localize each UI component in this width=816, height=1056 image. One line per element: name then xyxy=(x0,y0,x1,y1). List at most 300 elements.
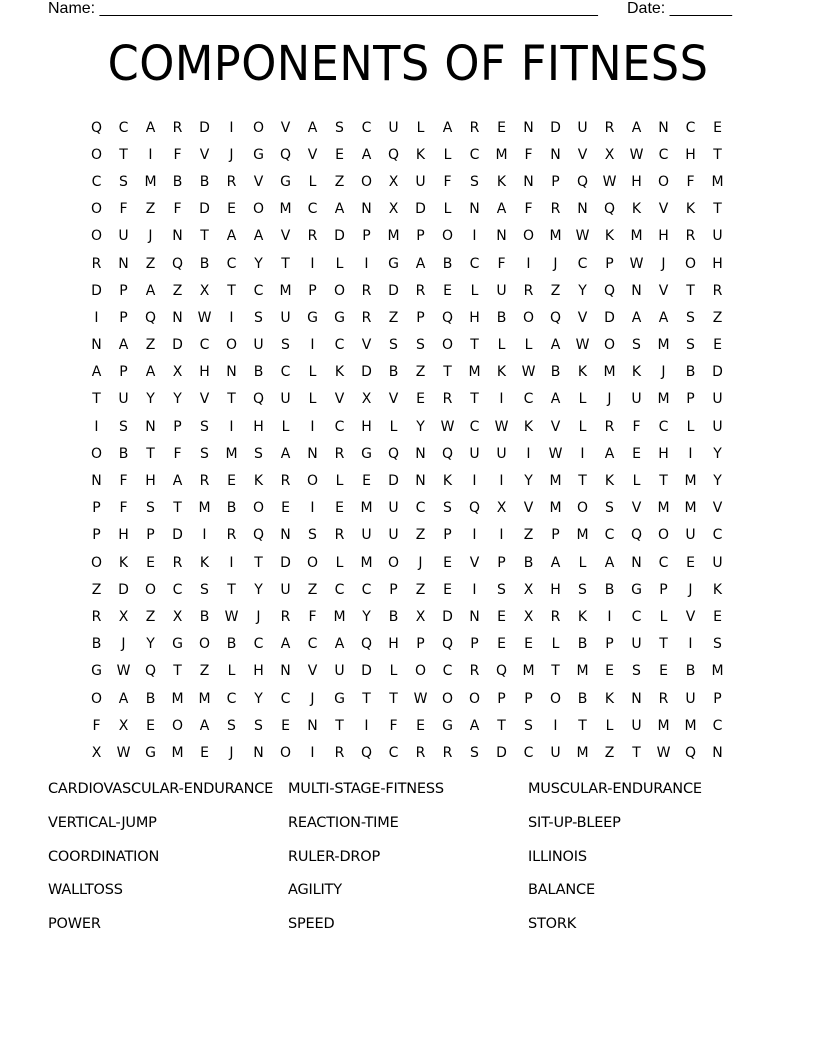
grid-letter[interactable]: A xyxy=(172,473,183,490)
grid-letter[interactable]: S xyxy=(605,500,614,517)
grid-letter[interactable]: T xyxy=(227,391,236,408)
grid-letter[interactable]: T xyxy=(470,337,479,354)
grid-letter[interactable]: T xyxy=(497,717,506,734)
grid-letter[interactable]: K xyxy=(523,418,534,435)
grid-letter[interactable]: I xyxy=(499,473,504,490)
grid-letter[interactable]: K xyxy=(631,201,642,218)
grid-letter[interactable]: J xyxy=(688,581,693,598)
grid-letter[interactable]: M xyxy=(549,473,562,490)
grid-letter[interactable]: I xyxy=(364,255,369,272)
grid-letter[interactable]: J xyxy=(661,255,666,272)
grid-letter[interactable]: D xyxy=(550,119,561,136)
grid-letter[interactable]: T xyxy=(173,663,182,680)
grid-letter[interactable]: L xyxy=(335,255,344,272)
grid-letter[interactable]: B xyxy=(442,255,453,272)
grid-letter[interactable]: U xyxy=(685,527,696,544)
grid-letter[interactable]: R xyxy=(604,418,615,435)
grid-letter[interactable]: S xyxy=(686,309,695,326)
grid-letter[interactable]: Z xyxy=(172,282,183,299)
grid-letter[interactable]: T xyxy=(173,500,182,517)
grid-letter[interactable]: E xyxy=(686,554,695,571)
grid-letter[interactable]: E xyxy=(497,119,506,136)
grid-letter[interactable]: K xyxy=(577,364,588,381)
grid-letter[interactable]: V xyxy=(631,500,642,517)
grid-letter[interactable]: X xyxy=(388,201,399,218)
grid-letter[interactable]: R xyxy=(361,309,372,326)
grid-letter[interactable]: X xyxy=(199,282,210,299)
grid-letter[interactable]: B xyxy=(199,173,210,190)
grid-letter[interactable]: U xyxy=(631,717,642,734)
grid-letter[interactable]: V xyxy=(199,146,210,163)
grid-letter[interactable]: S xyxy=(443,500,452,517)
grid-letter[interactable]: C xyxy=(577,255,588,272)
grid-letter[interactable]: U xyxy=(712,554,723,571)
grid-letter[interactable]: X xyxy=(523,608,534,625)
grid-letter[interactable]: N xyxy=(226,364,237,381)
grid-letter[interactable]: C xyxy=(658,554,669,571)
grid-letter[interactable]: S xyxy=(119,173,128,190)
grid-letter[interactable]: M xyxy=(279,282,292,299)
grid-letter[interactable]: U xyxy=(118,391,129,408)
grid-letter[interactable]: Y xyxy=(524,473,533,490)
grid-letter[interactable]: F xyxy=(497,255,506,272)
grid-letter[interactable]: B xyxy=(199,608,210,625)
grid-letter[interactable]: P xyxy=(443,527,452,544)
grid-letter[interactable]: A xyxy=(226,228,237,245)
grid-letter[interactable]: T xyxy=(659,636,668,653)
grid-letter[interactable]: U xyxy=(685,690,696,707)
grid-letter[interactable]: Q xyxy=(360,744,373,761)
grid-letter[interactable]: D xyxy=(415,201,426,218)
grid-letter[interactable]: O xyxy=(684,255,697,272)
grid-letter[interactable]: N xyxy=(118,255,129,272)
grid-letter[interactable]: R xyxy=(442,391,453,408)
grid-letter[interactable]: C xyxy=(415,500,426,517)
grid-letter[interactable]: O xyxy=(90,201,103,218)
grid-letter[interactable]: E xyxy=(362,473,371,490)
grid-letter[interactable]: E xyxy=(497,636,506,653)
grid-letter[interactable]: B xyxy=(604,581,615,598)
grid-letter[interactable]: C xyxy=(685,119,696,136)
grid-letter[interactable]: S xyxy=(470,744,479,761)
grid-letter[interactable]: L xyxy=(470,282,479,299)
grid-letter[interactable]: R xyxy=(334,744,345,761)
grid-letter[interactable]: Y xyxy=(578,282,587,299)
grid-letter[interactable]: T xyxy=(686,282,695,299)
grid-letter[interactable]: H xyxy=(253,663,264,680)
grid-letter[interactable]: L xyxy=(389,418,398,435)
grid-letter[interactable]: R xyxy=(226,173,237,190)
grid-letter[interactable]: A xyxy=(253,228,264,245)
grid-letter[interactable]: T xyxy=(632,744,641,761)
grid-letter[interactable]: A xyxy=(631,309,642,326)
grid-letter[interactable]: I xyxy=(688,445,693,462)
grid-letter[interactable]: O xyxy=(414,663,427,680)
grid-letter[interactable]: O xyxy=(441,228,454,245)
grid-letter[interactable]: W xyxy=(224,608,239,625)
grid-letter[interactable]: E xyxy=(713,337,722,354)
grid-letter[interactable]: H xyxy=(550,581,561,598)
grid-letter[interactable]: G xyxy=(442,717,453,734)
grid-letter[interactable]: U xyxy=(280,391,291,408)
grid-letter[interactable]: M xyxy=(522,663,535,680)
grid-letter[interactable]: R xyxy=(280,608,291,625)
grid-letter[interactable]: U xyxy=(712,228,723,245)
grid-letter[interactable]: I xyxy=(310,500,315,517)
grid-letter[interactable]: L xyxy=(605,717,614,734)
grid-letter[interactable]: R xyxy=(226,527,237,544)
grid-letter[interactable]: I xyxy=(202,527,207,544)
grid-letter[interactable]: J xyxy=(229,146,234,163)
grid-letter[interactable]: Q xyxy=(441,445,454,462)
grid-letter[interactable]: N xyxy=(361,201,372,218)
grid-letter[interactable]: A xyxy=(145,364,156,381)
grid-letter[interactable]: M xyxy=(603,364,616,381)
grid-letter[interactable]: H xyxy=(658,228,669,245)
grid-letter[interactable]: D xyxy=(388,282,399,299)
grid-letter[interactable]: A xyxy=(280,445,291,462)
grid-letter[interactable]: O xyxy=(171,717,184,734)
grid-letter[interactable]: V xyxy=(388,391,399,408)
grid-letter[interactable]: O xyxy=(306,473,319,490)
grid-letter[interactable]: K xyxy=(334,364,345,381)
grid-letter[interactable]: F xyxy=(524,201,533,218)
grid-letter[interactable]: Q xyxy=(603,282,616,299)
grid-letter[interactable]: V xyxy=(361,337,372,354)
grid-letter[interactable]: D xyxy=(388,473,399,490)
grid-letter[interactable]: D xyxy=(604,309,615,326)
grid-letter[interactable]: J xyxy=(310,690,315,707)
grid-letter[interactable]: T xyxy=(146,445,155,462)
grid-letter[interactable]: K xyxy=(604,690,615,707)
grid-letter[interactable]: Z xyxy=(145,255,156,272)
grid-letter[interactable]: S xyxy=(497,581,506,598)
grid-letter[interactable]: F xyxy=(173,445,182,462)
grid-letter[interactable]: C xyxy=(253,636,264,653)
grid-letter[interactable]: R xyxy=(415,282,426,299)
grid-letter[interactable]: L xyxy=(632,473,641,490)
grid-letter[interactable]: A xyxy=(631,119,642,136)
grid-letter[interactable]: T xyxy=(227,282,236,299)
grid-letter[interactable]: Q xyxy=(495,663,508,680)
grid-letter[interactable]: H xyxy=(388,636,399,653)
grid-letter[interactable]: K xyxy=(442,473,453,490)
grid-letter[interactable]: S xyxy=(308,527,317,544)
grid-letter[interactable]: M xyxy=(684,717,697,734)
grid-letter[interactable]: A xyxy=(334,636,345,653)
grid-letter[interactable]: F xyxy=(686,173,695,190)
grid-letter[interactable]: U xyxy=(280,581,291,598)
grid-letter[interactable]: M xyxy=(225,445,238,462)
grid-letter[interactable]: L xyxy=(686,418,695,435)
grid-letter[interactable]: H xyxy=(712,255,723,272)
grid-letter[interactable]: B xyxy=(91,636,102,653)
grid-letter[interactable]: P xyxy=(362,228,371,245)
grid-letter[interactable]: A xyxy=(334,201,345,218)
grid-letter[interactable]: T xyxy=(578,473,587,490)
grid-letter[interactable]: I xyxy=(94,309,99,326)
grid-letter[interactable]: H xyxy=(361,418,372,435)
grid-letter[interactable]: P xyxy=(119,282,128,299)
grid-letter[interactable]: R xyxy=(172,554,183,571)
grid-letter[interactable]: U xyxy=(334,663,345,680)
grid-letter[interactable]: V xyxy=(280,119,291,136)
grid-letter[interactable]: E xyxy=(146,554,155,571)
grid-letter[interactable]: C xyxy=(604,527,615,544)
grid-letter[interactable]: Q xyxy=(576,173,589,190)
grid-letter[interactable]: G xyxy=(145,744,156,761)
grid-letter[interactable]: U xyxy=(631,391,642,408)
grid-letter[interactable]: Q xyxy=(90,119,103,136)
grid-letter[interactable]: A xyxy=(550,391,561,408)
grid-letter[interactable]: S xyxy=(632,337,641,354)
grid-letter[interactable]: U xyxy=(388,527,399,544)
grid-letter[interactable]: L xyxy=(308,173,317,190)
grid-letter[interactable]: R xyxy=(469,663,480,680)
grid-letter[interactable]: C xyxy=(334,418,345,435)
grid-letter[interactable]: G xyxy=(334,690,345,707)
grid-letter[interactable]: T xyxy=(659,473,668,490)
grid-letter[interactable]: I xyxy=(310,744,315,761)
grid-letter[interactable]: W xyxy=(494,418,509,435)
grid-letter[interactable]: O xyxy=(441,337,454,354)
grid-letter[interactable]: C xyxy=(712,717,723,734)
grid-letter[interactable]: T xyxy=(227,581,236,598)
grid-letter[interactable]: C xyxy=(469,418,480,435)
grid-letter[interactable]: S xyxy=(470,173,479,190)
grid-letter[interactable]: C xyxy=(523,391,534,408)
grid-letter[interactable]: B xyxy=(496,309,507,326)
grid-letter[interactable]: S xyxy=(524,717,533,734)
grid-letter[interactable]: I xyxy=(580,445,585,462)
grid-letter[interactable]: A xyxy=(118,337,129,354)
grid-letter[interactable]: M xyxy=(684,500,697,517)
grid-letter[interactable]: N xyxy=(631,554,642,571)
grid-letter[interactable]: M xyxy=(711,173,724,190)
grid-letter[interactable]: R xyxy=(604,119,615,136)
grid-letter[interactable]: B xyxy=(388,364,399,381)
grid-letter[interactable]: O xyxy=(576,500,589,517)
grid-letter[interactable]: L xyxy=(416,119,425,136)
grid-letter[interactable]: J xyxy=(229,744,234,761)
grid-letter[interactable]: T xyxy=(281,255,290,272)
grid-letter[interactable]: G xyxy=(307,309,318,326)
grid-letter[interactable]: L xyxy=(335,473,344,490)
grid-letter[interactable]: A xyxy=(145,119,156,136)
grid-letter[interactable]: B xyxy=(226,500,237,517)
grid-letter[interactable]: Q xyxy=(630,527,643,544)
grid-letter[interactable]: G xyxy=(388,255,399,272)
grid-letter[interactable]: O xyxy=(522,309,535,326)
grid-letter[interactable]: Q xyxy=(360,636,373,653)
grid-letter[interactable]: J xyxy=(256,608,261,625)
grid-letter[interactable]: N xyxy=(280,527,291,544)
grid-letter[interactable]: S xyxy=(119,418,128,435)
grid-letter[interactable]: V xyxy=(199,391,210,408)
grid-letter[interactable]: I xyxy=(526,445,531,462)
grid-letter[interactable]: I xyxy=(229,554,234,571)
grid-letter[interactable]: R xyxy=(658,690,669,707)
grid-letter[interactable]: Z xyxy=(415,581,426,598)
grid-letter[interactable]: N xyxy=(631,282,642,299)
grid-letter[interactable]: E xyxy=(416,717,425,734)
grid-letter[interactable]: U xyxy=(415,173,426,190)
grid-letter[interactable]: O xyxy=(198,636,211,653)
grid-letter[interactable]: Y xyxy=(254,255,263,272)
grid-letter[interactable]: X xyxy=(118,717,129,734)
grid-letter[interactable]: U xyxy=(388,500,399,517)
grid-letter[interactable]: R xyxy=(91,255,102,272)
grid-letter[interactable]: P xyxy=(686,391,695,408)
grid-letter[interactable]: I xyxy=(229,418,234,435)
grid-letter[interactable]: R xyxy=(469,119,480,136)
grid-letter[interactable]: W xyxy=(116,663,131,680)
grid-letter[interactable]: D xyxy=(361,364,372,381)
grid-letter[interactable]: T xyxy=(200,228,209,245)
grid-letter[interactable]: W xyxy=(629,146,644,163)
grid-letter[interactable]: R xyxy=(523,282,534,299)
grid-letter[interactable]: M xyxy=(333,608,346,625)
grid-letter[interactable]: Q xyxy=(468,500,481,517)
grid-letter[interactable]: L xyxy=(443,201,452,218)
grid-letter[interactable]: O xyxy=(306,554,319,571)
grid-letter[interactable]: J xyxy=(418,554,423,571)
grid-letter[interactable]: S xyxy=(416,337,425,354)
name-field[interactable]: Name: ________________________________________________________ xyxy=(48,0,598,17)
grid-letter[interactable]: L xyxy=(524,337,533,354)
grid-letter[interactable]: M xyxy=(468,364,481,381)
grid-letter[interactable]: C xyxy=(631,608,642,625)
grid-letter[interactable]: S xyxy=(335,119,344,136)
grid-letter[interactable]: U xyxy=(712,391,723,408)
grid-letter[interactable]: U xyxy=(496,282,507,299)
grid-letter[interactable]: E xyxy=(281,717,290,734)
grid-letter[interactable]: L xyxy=(578,391,587,408)
grid-letter[interactable]: G xyxy=(280,173,291,190)
grid-letter[interactable]: G xyxy=(91,663,102,680)
grid-letter[interactable]: O xyxy=(252,500,265,517)
grid-letter[interactable]: A xyxy=(550,337,561,354)
grid-letter[interactable]: N xyxy=(523,173,534,190)
grid-letter[interactable]: O xyxy=(90,228,103,245)
grid-letter[interactable]: M xyxy=(657,500,670,517)
grid-letter[interactable]: Q xyxy=(441,636,454,653)
grid-letter[interactable]: A xyxy=(280,636,291,653)
grid-letter[interactable]: Q xyxy=(279,146,292,163)
grid-letter[interactable]: E xyxy=(443,581,452,598)
grid-letter[interactable]: D xyxy=(118,581,129,598)
grid-letter[interactable]: C xyxy=(361,581,372,598)
grid-letter[interactable]: D xyxy=(361,663,372,680)
grid-letter[interactable]: L xyxy=(389,663,398,680)
grid-letter[interactable]: T xyxy=(551,663,560,680)
grid-letter[interactable]: A xyxy=(145,282,156,299)
grid-letter[interactable]: R xyxy=(361,282,372,299)
grid-letter[interactable]: A xyxy=(361,146,372,163)
grid-letter[interactable]: S xyxy=(254,717,263,734)
grid-letter[interactable]: P xyxy=(551,173,560,190)
grid-letter[interactable]: E xyxy=(443,554,452,571)
grid-letter[interactable]: K xyxy=(631,364,642,381)
grid-letter[interactable]: E xyxy=(416,391,425,408)
grid-letter[interactable]: W xyxy=(656,744,671,761)
grid-letter[interactable]: K xyxy=(604,228,615,245)
grid-letter[interactable]: Y xyxy=(254,690,263,707)
grid-letter[interactable]: U xyxy=(631,636,642,653)
grid-letter[interactable]: S xyxy=(686,337,695,354)
grid-letter[interactable]: I xyxy=(94,418,99,435)
grid-letter[interactable]: O xyxy=(468,690,481,707)
grid-letter[interactable]: P xyxy=(119,309,128,326)
grid-letter[interactable]: M xyxy=(657,337,670,354)
grid-letter[interactable]: S xyxy=(713,636,722,653)
grid-letter[interactable]: A xyxy=(307,119,318,136)
date-field[interactable]: Date: _______ xyxy=(627,0,732,17)
grid-letter[interactable]: I xyxy=(472,527,477,544)
grid-letter[interactable]: S xyxy=(281,337,290,354)
grid-letter[interactable]: E xyxy=(443,282,452,299)
grid-letter[interactable]: P xyxy=(416,309,425,326)
grid-letter[interactable]: I xyxy=(526,255,531,272)
grid-letter[interactable]: Q xyxy=(171,255,184,272)
grid-letter[interactable]: Y xyxy=(362,608,371,625)
grid-letter[interactable]: P xyxy=(416,636,425,653)
grid-letter[interactable]: A xyxy=(415,255,426,272)
grid-letter[interactable]: X xyxy=(496,500,507,517)
grid-letter[interactable]: L xyxy=(308,391,317,408)
grid-letter[interactable]: Y xyxy=(173,391,182,408)
grid-letter[interactable]: R xyxy=(334,445,345,462)
grid-letter[interactable]: H xyxy=(199,364,210,381)
grid-letter[interactable]: H xyxy=(253,418,264,435)
grid-letter[interactable]: N xyxy=(172,228,183,245)
grid-letter[interactable]: M xyxy=(576,663,589,680)
grid-letter[interactable]: J xyxy=(121,636,126,653)
grid-letter[interactable]: P xyxy=(497,690,506,707)
grid-letter[interactable]: V xyxy=(307,663,318,680)
grid-letter[interactable]: I xyxy=(472,228,477,245)
grid-letter[interactable]: T xyxy=(119,146,128,163)
grid-letter[interactable]: U xyxy=(712,418,723,435)
grid-letter[interactable]: M xyxy=(198,690,211,707)
grid-letter[interactable]: O xyxy=(360,173,373,190)
grid-letter[interactable]: F xyxy=(443,173,452,190)
grid-letter[interactable]: Y xyxy=(713,473,722,490)
grid-letter[interactable]: W xyxy=(629,255,644,272)
grid-letter[interactable]: I xyxy=(148,146,153,163)
grid-letter[interactable]: F xyxy=(308,608,317,625)
grid-letter[interactable]: E xyxy=(659,663,668,680)
grid-letter[interactable]: T xyxy=(578,717,587,734)
grid-letter[interactable]: E xyxy=(200,744,209,761)
grid-letter[interactable]: O xyxy=(90,146,103,163)
grid-letter[interactable]: O xyxy=(252,201,265,218)
grid-letter[interactable]: E xyxy=(281,500,290,517)
grid-letter[interactable]: T xyxy=(470,391,479,408)
grid-letter[interactable]: U xyxy=(118,228,129,245)
grid-letter[interactable]: R xyxy=(712,282,723,299)
grid-letter[interactable]: P xyxy=(713,690,722,707)
grid-letter[interactable]: P xyxy=(470,636,479,653)
grid-letter[interactable]: Q xyxy=(144,663,157,680)
grid-letter[interactable]: U xyxy=(361,527,372,544)
grid-letter[interactable]: I xyxy=(472,473,477,490)
grid-letter[interactable]: D xyxy=(199,201,210,218)
grid-letter[interactable]: Q xyxy=(441,309,454,326)
grid-letter[interactable]: I xyxy=(553,717,558,734)
grid-letter[interactable]: E xyxy=(497,608,506,625)
grid-letter[interactable]: A xyxy=(604,445,615,462)
